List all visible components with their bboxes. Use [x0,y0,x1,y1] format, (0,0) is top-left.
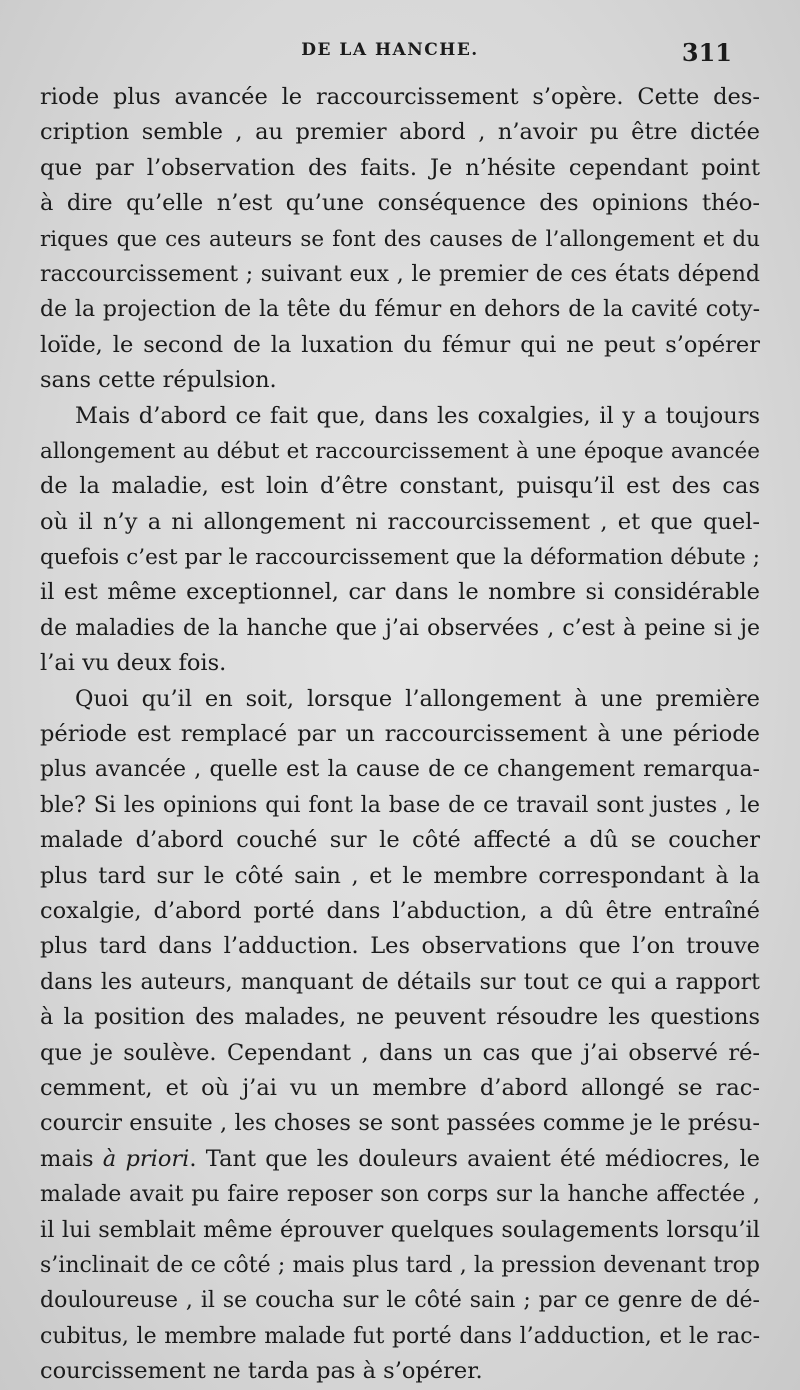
text-line: ble? Si les opinions qui font la base de ce travail sont justes , le [40,792,760,818]
text-line: allongement au début et raccourcissement à une époque avancée [40,438,760,464]
text-line: courcissement ne tarda pas à s’opérer. [40,1358,483,1385]
body-text [40,80,760,1389]
text-line: il lui semblait même éprouver quelques soulagements lorsqu’il [40,1216,760,1243]
text-line: période est remplacé par un raccourcissement à une période [40,721,760,748]
text-line: riode plus avancée le raccourcissement s’opère. Cette des- [40,84,760,110]
text-line: riques que ces auteurs se font des causes de l’allongement et du [40,226,760,252]
text-line: où il n’y a ni allongement ni raccourcissement , et que quel- [40,508,760,535]
paragraph-1 [40,80,760,399]
text-line: plus tard sur le côté sain , et le membre correspondant à la [40,862,760,889]
text-line: mais à priori. Tant que les douleurs avaient été médiocres, le [40,1145,760,1172]
text-line: cubitus, le membre malade fut porté dans l’adduction, et le rac- [40,1323,760,1349]
page-header [40,38,740,72]
page-number: 311 [681,38,732,67]
text-line: à la position des malades, ne peuvent résoudre les questions [40,1004,760,1031]
text-line: sans cette répulsion. [40,367,277,394]
text-line: s’inclinait de ce côté ; mais plus tard , la pression devenant trop [40,1252,760,1278]
text-line: que je soulève. Cependant , dans un cas que j’ai observé ré- [40,1039,760,1066]
text-line: loïde, le second de la luxation du fémur qui ne peut s’opérer [40,331,760,358]
text-line: Quoi qu’il en soit, lorsque l’allongement à une première [75,685,760,712]
text-line: à dire qu’elle n’est qu’une conséquence des opinions théo- [40,190,760,217]
running-head: DE LA HANCHE. [301,40,479,60]
text-line: coxalgie, d’abord porté dans l’abduction, a dû être entraîné [40,897,760,924]
text-line: cemment, et où j’ai vu un membre d’abord allongé se rac- [40,1074,760,1101]
text-line: de la maladie, est loin d’être constant, puisqu’il est des cas [40,473,760,500]
text-line: plus tard dans l’adduction. Les observations que l’on trouve [40,933,760,960]
text-line: l’ai vu deux fois. [40,650,227,677]
text-line: raccourcissement ; suivant eux , le premier de ces états dépend [40,261,760,287]
text-line: malade avait pu faire reposer son corps sur la hanche affectée , [40,1182,760,1208]
text-line: de la projection de la tête du fémur en dehors de la cavité coty- [40,297,760,323]
text-line: cription semble , au premier abord , n’avoir pu être dictée [40,119,760,146]
text-line: dans les auteurs, manquant de détails sur tout ce qui a rapport [40,969,760,995]
text-line: que par l’observation des faits. Je n’hésite cependant point [40,154,760,181]
paragraph-2 [40,399,760,682]
text-line: courcir ensuite , les choses se sont passées comme je le présu- [40,1110,760,1137]
text-line: Mais d’abord ce fait que, dans les coxalgies, il y a toujours [75,402,760,429]
text-line: malade d’abord couché sur le côté affecté a dû se coucher [40,827,760,854]
text-line: douloureuse , il se coucha sur le côté sain ; par ce genre de dé- [40,1288,760,1314]
text-line: plus avancée , quelle est la cause de ce changement remarqua- [40,757,760,783]
text-line: de maladies de la hanche que j’ai observées , c’est à peine si je [40,615,760,641]
text-line: quefois c’est par le raccourcissement que la déformation débute ; [40,545,760,571]
text-line: il est même exceptionnel, car dans le nombre si considérable [40,579,760,606]
paragraph-3 [40,682,760,1390]
